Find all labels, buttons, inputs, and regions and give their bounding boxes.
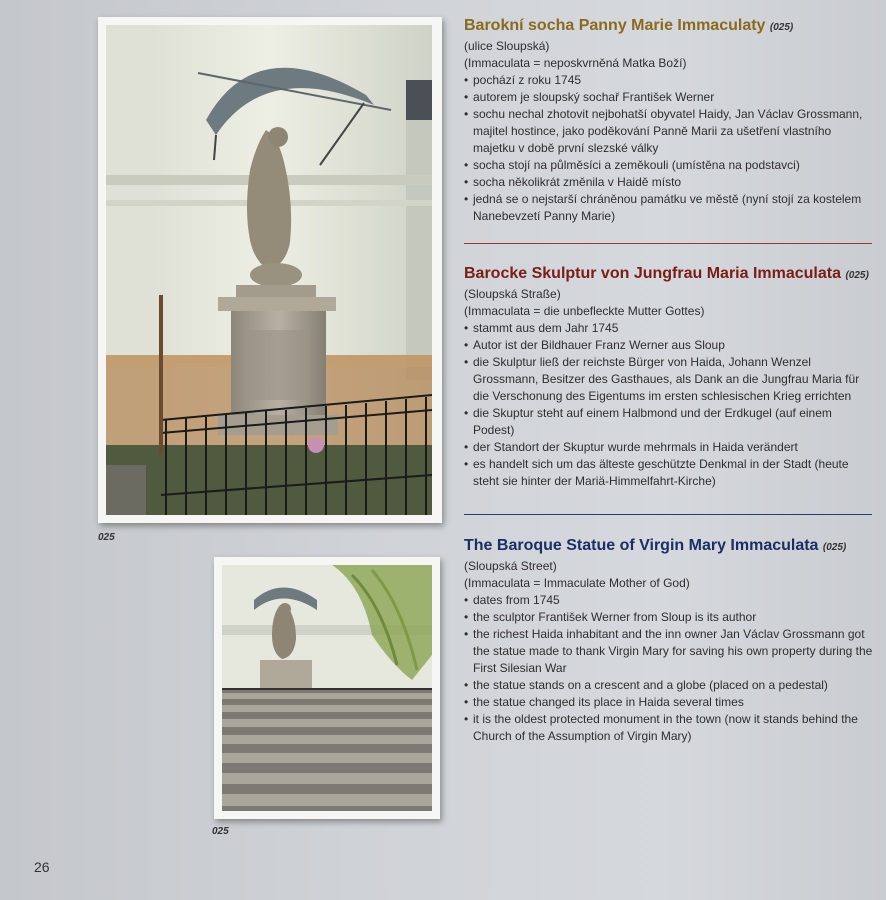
english-meaning: (Immaculata = Immaculate Mother of God) xyxy=(464,576,690,590)
divider-red xyxy=(464,243,872,244)
english-point: • the statue changed its place in Haida several times xyxy=(464,694,874,711)
section-czech xyxy=(464,16,874,225)
photo-2-caption: 025 xyxy=(212,826,229,837)
german-title-code: (025) xyxy=(845,270,869,281)
statue-steps-image xyxy=(222,565,432,811)
german-point: • Autor ist der Bildhauer Franz Werner aus Sloup xyxy=(464,337,874,354)
english-point: • the statue stands on a crescent and a globe (placed on a pedestal) xyxy=(464,677,874,694)
czech-title xyxy=(464,16,874,38)
statue-canopy-image xyxy=(106,25,432,515)
english-title-text: The Baroque Statue of Virgin Mary Immaculata xyxy=(464,537,819,554)
english-point: • the sculptor František Werner from Sloup is its author xyxy=(464,609,874,626)
photo-statue-canopy xyxy=(98,17,442,523)
divider-blue xyxy=(464,514,872,515)
german-title xyxy=(464,264,874,286)
english-points xyxy=(464,592,874,745)
czech-street: (ulice Sloupská) xyxy=(464,39,550,53)
czech-point: • pochází z roku 1745 xyxy=(464,72,874,89)
german-point: • stammt aus dem Jahr 1745 xyxy=(464,320,874,337)
german-point: • der Standort der Skuptur wurde mehrmals in Haida verändert xyxy=(464,439,874,456)
german-street: (Sloupská Straße) xyxy=(464,287,561,301)
german-title-text: Barocke Skulptur von Jungfrau Maria Immaculata xyxy=(464,265,841,282)
czech-title-code: (025) xyxy=(769,22,794,33)
german-point: • die Skulptur ließ der reichste Bürger von Haida, Johann Wenzel Grossmann, Besitzer des Gasthaues, als Dank an die Jungfrau Maria für die Verschonung des Eigentums im ersten schlesischen Krieg errichten xyxy=(464,354,874,405)
photo-1-caption: 025 xyxy=(98,532,115,543)
german-meaning: (Immaculata = die unbefleckte Mutter Gottes) xyxy=(464,304,705,318)
czech-meaning: (Immaculata = neposkvrněná Matka Boží) xyxy=(464,56,687,70)
german-point: • die Skuptur steht auf einem Halbmond und der Erdkugel (auf einem Podest) xyxy=(464,405,874,439)
german-points xyxy=(464,320,874,490)
english-point: • the richest Haida inhabitant and the inn owner Jan Václav Grossmann got the statue made to thank Virgin Mary for saving his own property during the First Silesian War xyxy=(464,626,874,677)
photo-statue-steps xyxy=(214,557,440,819)
czech-point: • sochu nechal zhotovit nejbohatší obyvatel Haidy, Jan Václav Grossmann, majitel hostince, jako poděkování Panně Marii za ušetření vlastního majetku v době první slezské války xyxy=(464,106,874,157)
english-title-code: (025) xyxy=(822,542,847,553)
page-number: 26 xyxy=(34,859,50,875)
czech-point: • jedná se o nejstarší chráněnou památku ve městě (nyní stojí za kostelem Nanebevzetí Panny Marie) xyxy=(464,191,874,225)
english-point: • it is the oldest protected monument in the town (now it stands behind the Church of the Assumption of Virgin Mary) xyxy=(464,711,874,745)
czech-points xyxy=(464,72,874,225)
german-point: • es handelt sich um das älteste geschützte Denkmal in der Stadt (heute steht sie hinter der Mariä-Himmelfahrt-Kirche) xyxy=(464,456,874,490)
english-street: (Sloupská Street) xyxy=(464,559,557,573)
czech-point: • autorem je sloupský sochař František Werner xyxy=(464,89,874,106)
czech-title-text: Barokní socha Panny Marie Immaculaty xyxy=(464,17,766,34)
section-english xyxy=(464,536,874,745)
english-point: • dates from 1745 xyxy=(464,592,874,609)
section-german xyxy=(464,264,874,490)
english-title xyxy=(464,536,874,558)
czech-point: • socha stojí na půlměsíci a zeměkouli (umístěna na podstavci) xyxy=(464,157,874,174)
czech-point: • socha několikrát změnila v Haidě místo xyxy=(464,174,874,191)
